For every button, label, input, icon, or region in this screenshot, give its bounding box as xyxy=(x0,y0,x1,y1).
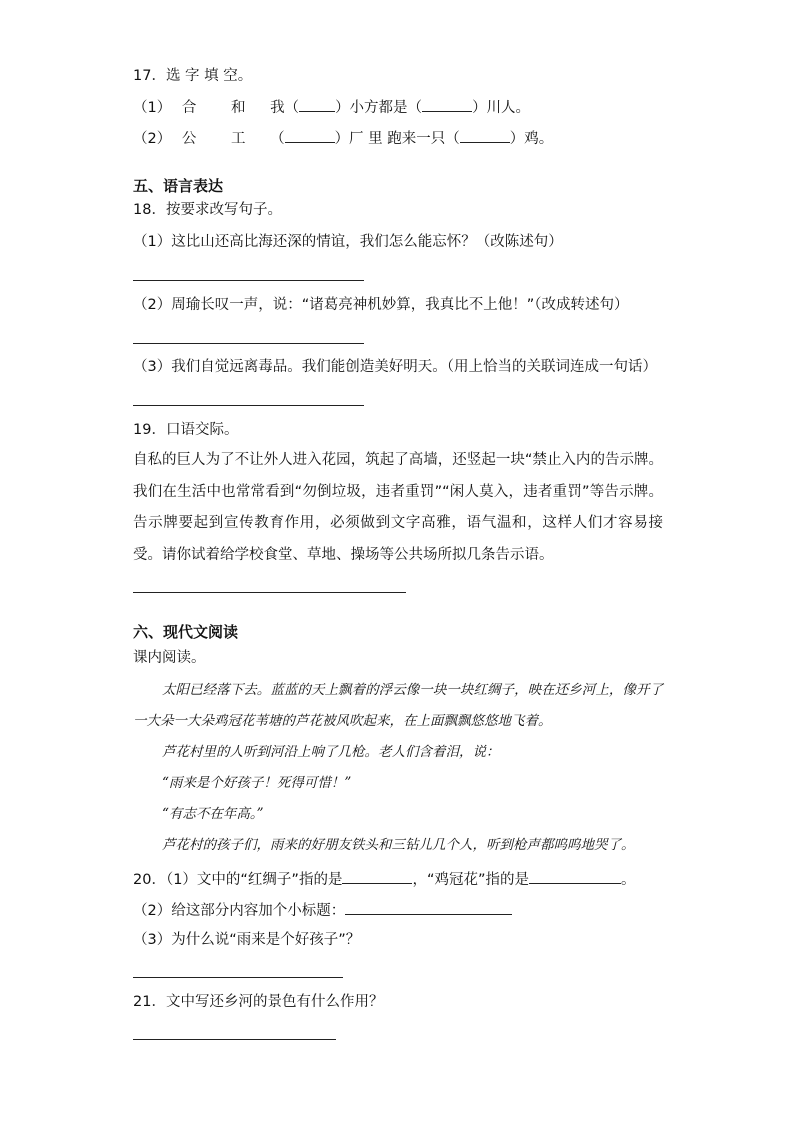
q17-row2-blank1[interactable] xyxy=(285,128,335,143)
story-paragraph-5: 芦花村的孩子们，雨来的好朋友铁头和三钻儿几个人，听到枪声都呜呜地哭了。 xyxy=(162,837,635,853)
q18-answer-line-1[interactable] xyxy=(133,280,364,281)
story-paragraph-4: “有志不在年高。” xyxy=(162,806,264,822)
q18-answer-line-2[interactable] xyxy=(133,343,364,344)
q20-part1-text-c: 。 xyxy=(620,872,636,888)
q18-title: 18．按要求改写句子。 xyxy=(133,202,282,218)
story-paragraph-2: 芦花村里的人听到河沿上响了几枪。老人们含着泪，说： xyxy=(162,744,500,760)
q20-blank-hongchouzi[interactable] xyxy=(342,869,412,884)
q20-part2-text: （2）给这部分内容加个小标题： xyxy=(133,903,346,919)
q17-title: 17．选 字 填 空。 xyxy=(133,68,253,84)
q19-answer-line[interactable] xyxy=(133,592,406,593)
q19-title: 19．口语交际。 xyxy=(133,422,239,438)
q17-row1-text-b: ）小方都是（ xyxy=(335,100,423,116)
q20-part1-text-b: ，“鸡冠花”指的是 xyxy=(412,872,529,888)
story-paragraph-1: 太阳已经落下去。蓝蓝的天上飘着的浮云像一块一块红绸子，映在还乡河上，像开了一大朵一大朵鸡冠花苇塘的芦花被风吹起来，在上面飘飘悠悠地飞着。 xyxy=(133,682,663,729)
q20-part2 xyxy=(133,900,512,921)
section6-subtitle: 课内阅读。 xyxy=(133,650,206,666)
q17-row2-blank2[interactable] xyxy=(460,128,510,143)
q21-title: 21．文中写还乡河的景色有什么作用？ xyxy=(133,994,384,1010)
story-paragraph-3: “雨来是个好孩子！死得可惜！” xyxy=(162,775,352,791)
q17-row1-text-a: 我（ xyxy=(270,100,300,116)
q18-answer-line-3[interactable] xyxy=(133,405,364,406)
q21-answer-line[interactable] xyxy=(133,1039,336,1040)
q17-row2 xyxy=(133,128,553,149)
q20-part1-text-a: 20．（1）文中的“红绸子”指的是 xyxy=(133,872,343,888)
q20-blank-subtitle[interactable] xyxy=(345,900,512,915)
q20-answer-line[interactable] xyxy=(133,977,343,978)
q17-row1-num: （1） xyxy=(133,100,172,116)
q18-item1: （1）这比山还高比海还深的情谊，我们怎么能忘怀？（改陈述句） xyxy=(133,234,563,250)
q17-row2-char1: 公 xyxy=(181,131,197,147)
q17-row1-text-c: ）川人。 xyxy=(472,100,531,116)
q17-row1 xyxy=(133,97,530,118)
q17-row1-blank1[interactable] xyxy=(299,97,335,112)
q17-row2-char2: 工 xyxy=(230,131,246,147)
section5-heading: 五、语言表达 xyxy=(133,177,224,195)
q18-item2: （2）周瑜长叹一声，说：“诸葛亮神机妙算，我真比不上他！”（改成转述句） xyxy=(133,297,629,313)
q19-body: 自私的巨人为了不让外人进入花园，筑起了高墙，还竖起一块“禁止入内的告示牌。我们在生活中也常常看到“勿倒垃圾，违者重罚”“闲人莫入，违者重罚”等告示牌。告示牌要起到宣传教育作用，必须做到文字高雅，语气温和，这样人们才容易接受。请你试着给学校食堂、草地、操场等公共场所拟几条告示语。 xyxy=(133,452,663,563)
q17-row2-text-a: （ xyxy=(270,131,285,147)
q17-row1-char1: 合 xyxy=(181,100,197,116)
q17-row1-char2: 和 xyxy=(230,100,246,116)
q17-row2-text-c: ）鸡。 xyxy=(509,131,554,147)
q17-row2-text-b: ）厂 里 跑来一只（ xyxy=(334,131,460,147)
q20-blank-jiguanhua[interactable] xyxy=(529,869,621,884)
section6-heading: 六、现代文阅读 xyxy=(133,623,239,641)
q20-part3: （3）为什么说“雨来是个好孩子”？ xyxy=(133,932,361,948)
q17-row1-blank2[interactable] xyxy=(422,97,472,112)
q20-part1 xyxy=(133,869,635,890)
q17-row2-num: （2） xyxy=(133,131,172,147)
q18-item3: （3）我们自觉远离毒品。我们能创造美好明天。（用上恰当的关联词连成一句话） xyxy=(133,359,657,375)
